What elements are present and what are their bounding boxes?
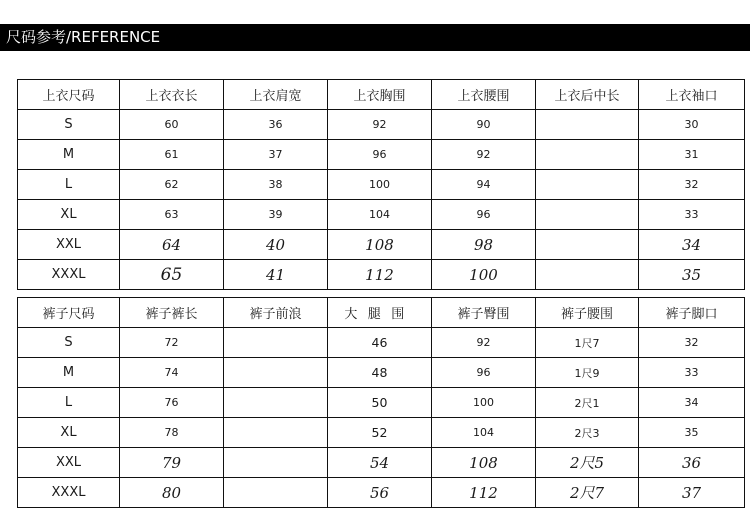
header-pants-length: 裤子裤长 xyxy=(120,298,224,328)
table-row xyxy=(18,328,745,358)
table-row xyxy=(18,140,745,170)
table-cell: 74 xyxy=(120,358,224,388)
table-cell: 72 xyxy=(120,328,224,358)
table-cell: 40 xyxy=(224,230,328,260)
table-cell: 64 xyxy=(120,230,224,260)
table-cell xyxy=(224,388,328,418)
bottom-table-body xyxy=(18,298,745,508)
table-cell: 46 xyxy=(328,328,432,358)
header-top-length: 上衣衣长 xyxy=(120,80,224,110)
header-top-shoulder: 上衣肩宽 xyxy=(224,80,328,110)
table-cell xyxy=(224,478,328,508)
table-cell: 60 xyxy=(120,110,224,140)
table-cell: 112 xyxy=(432,478,536,508)
table-cell xyxy=(536,170,639,200)
table-cell: 100 xyxy=(432,388,536,418)
table-cell: 2尺3 xyxy=(536,418,639,448)
size-label-cell: M xyxy=(18,358,120,388)
table-cell: 65 xyxy=(120,260,224,290)
table-cell: 37 xyxy=(639,478,745,508)
table-cell: 108 xyxy=(328,230,432,260)
table-cell: 79 xyxy=(120,448,224,478)
table-cell: 96 xyxy=(328,140,432,170)
table-cell: 30 xyxy=(639,110,745,140)
size-label-cell: XXXL xyxy=(18,260,120,290)
table-cell: 34 xyxy=(639,230,745,260)
table-cell: 2尺5 xyxy=(536,448,639,478)
table-row xyxy=(18,110,745,140)
size-label-cell: XL xyxy=(18,418,120,448)
table-cell: 32 xyxy=(639,328,745,358)
table-cell: 100 xyxy=(328,170,432,200)
table-cell xyxy=(224,358,328,388)
table-cell: 33 xyxy=(639,358,745,388)
table-cell: 104 xyxy=(328,200,432,230)
table-cell: 98 xyxy=(432,230,536,260)
page-title: 尺码参考/REFERENCE xyxy=(0,24,750,51)
table-cell xyxy=(536,110,639,140)
header-pants-size: 裤子尺码 xyxy=(18,298,120,328)
size-label-cell: XL xyxy=(18,200,120,230)
table-cell: 63 xyxy=(120,200,224,230)
header-top-cuff: 上衣袖口 xyxy=(639,80,745,110)
table-cell: 96 xyxy=(432,200,536,230)
table-cell: 2尺1 xyxy=(536,388,639,418)
table-cell: 96 xyxy=(432,358,536,388)
table-row xyxy=(18,448,745,478)
size-label-cell: L xyxy=(18,170,120,200)
table-cell: 36 xyxy=(224,110,328,140)
size-label-cell: S xyxy=(18,110,120,140)
table-cell: 31 xyxy=(639,140,745,170)
table-row xyxy=(18,418,745,448)
table-cell: 48 xyxy=(328,358,432,388)
table-cell: 33 xyxy=(639,200,745,230)
table-cell: 94 xyxy=(432,170,536,200)
table-cell xyxy=(224,418,328,448)
header-top-waist: 上衣腰围 xyxy=(432,80,536,110)
table-cell: 32 xyxy=(639,170,745,200)
table-cell: 34 xyxy=(639,388,745,418)
bottom-size-table xyxy=(17,297,745,508)
header-pants-hem: 裤子脚口 xyxy=(639,298,745,328)
size-label-cell: XXXL xyxy=(18,478,120,508)
table-cell: 1尺7 xyxy=(536,328,639,358)
table-cell: 36 xyxy=(639,448,745,478)
top-size-table xyxy=(17,79,745,290)
top-table-body xyxy=(18,80,745,290)
size-label-cell: XXL xyxy=(18,448,120,478)
table-row xyxy=(18,358,745,388)
table-cell: 92 xyxy=(432,328,536,358)
table-row xyxy=(18,478,745,508)
table-cell: 104 xyxy=(432,418,536,448)
table-cell: 76 xyxy=(120,388,224,418)
table-header-row xyxy=(18,80,745,110)
table-cell: 50 xyxy=(328,388,432,418)
table-cell xyxy=(536,140,639,170)
table-cell: 92 xyxy=(432,140,536,170)
header-pants-hip: 裤子臀围 xyxy=(432,298,536,328)
size-label-cell: S xyxy=(18,328,120,358)
table-cell: 62 xyxy=(120,170,224,200)
header-pants-front-rise: 裤子前浪 xyxy=(224,298,328,328)
table-cell: 54 xyxy=(328,448,432,478)
header-top-chest: 上衣胸围 xyxy=(328,80,432,110)
table-row xyxy=(18,230,745,260)
table-cell: 41 xyxy=(224,260,328,290)
table-cell: 52 xyxy=(328,418,432,448)
header-thigh: 大腿围 xyxy=(328,298,432,328)
table-cell: 92 xyxy=(328,110,432,140)
table-cell: 56 xyxy=(328,478,432,508)
table-cell: 61 xyxy=(120,140,224,170)
table-cell: 39 xyxy=(224,200,328,230)
table-cell xyxy=(224,328,328,358)
table-cell: 35 xyxy=(639,260,745,290)
table-row xyxy=(18,170,745,200)
table-cell: 2尺7 xyxy=(536,478,639,508)
table-cell: 90 xyxy=(432,110,536,140)
size-label-cell: L xyxy=(18,388,120,418)
table-cell: 78 xyxy=(120,418,224,448)
table-row xyxy=(18,200,745,230)
table-cell: 37 xyxy=(224,140,328,170)
table-cell: 80 xyxy=(120,478,224,508)
size-label-cell: XXL xyxy=(18,230,120,260)
header-top-size: 上衣尺码 xyxy=(18,80,120,110)
table-cell xyxy=(536,230,639,260)
header-top-back-length: 上衣后中长 xyxy=(536,80,639,110)
table-row xyxy=(18,388,745,418)
table-row xyxy=(18,260,745,290)
table-cell: 1尺9 xyxy=(536,358,639,388)
table-header-row xyxy=(18,298,745,328)
table-cell: 112 xyxy=(328,260,432,290)
table-cell xyxy=(536,200,639,230)
header-pants-waist: 裤子腰围 xyxy=(536,298,639,328)
size-label-cell: M xyxy=(18,140,120,170)
table-cell: 100 xyxy=(432,260,536,290)
table-cell: 38 xyxy=(224,170,328,200)
table-cell: 108 xyxy=(432,448,536,478)
table-cell xyxy=(224,448,328,478)
table-cell xyxy=(536,260,639,290)
table-cell: 35 xyxy=(639,418,745,448)
